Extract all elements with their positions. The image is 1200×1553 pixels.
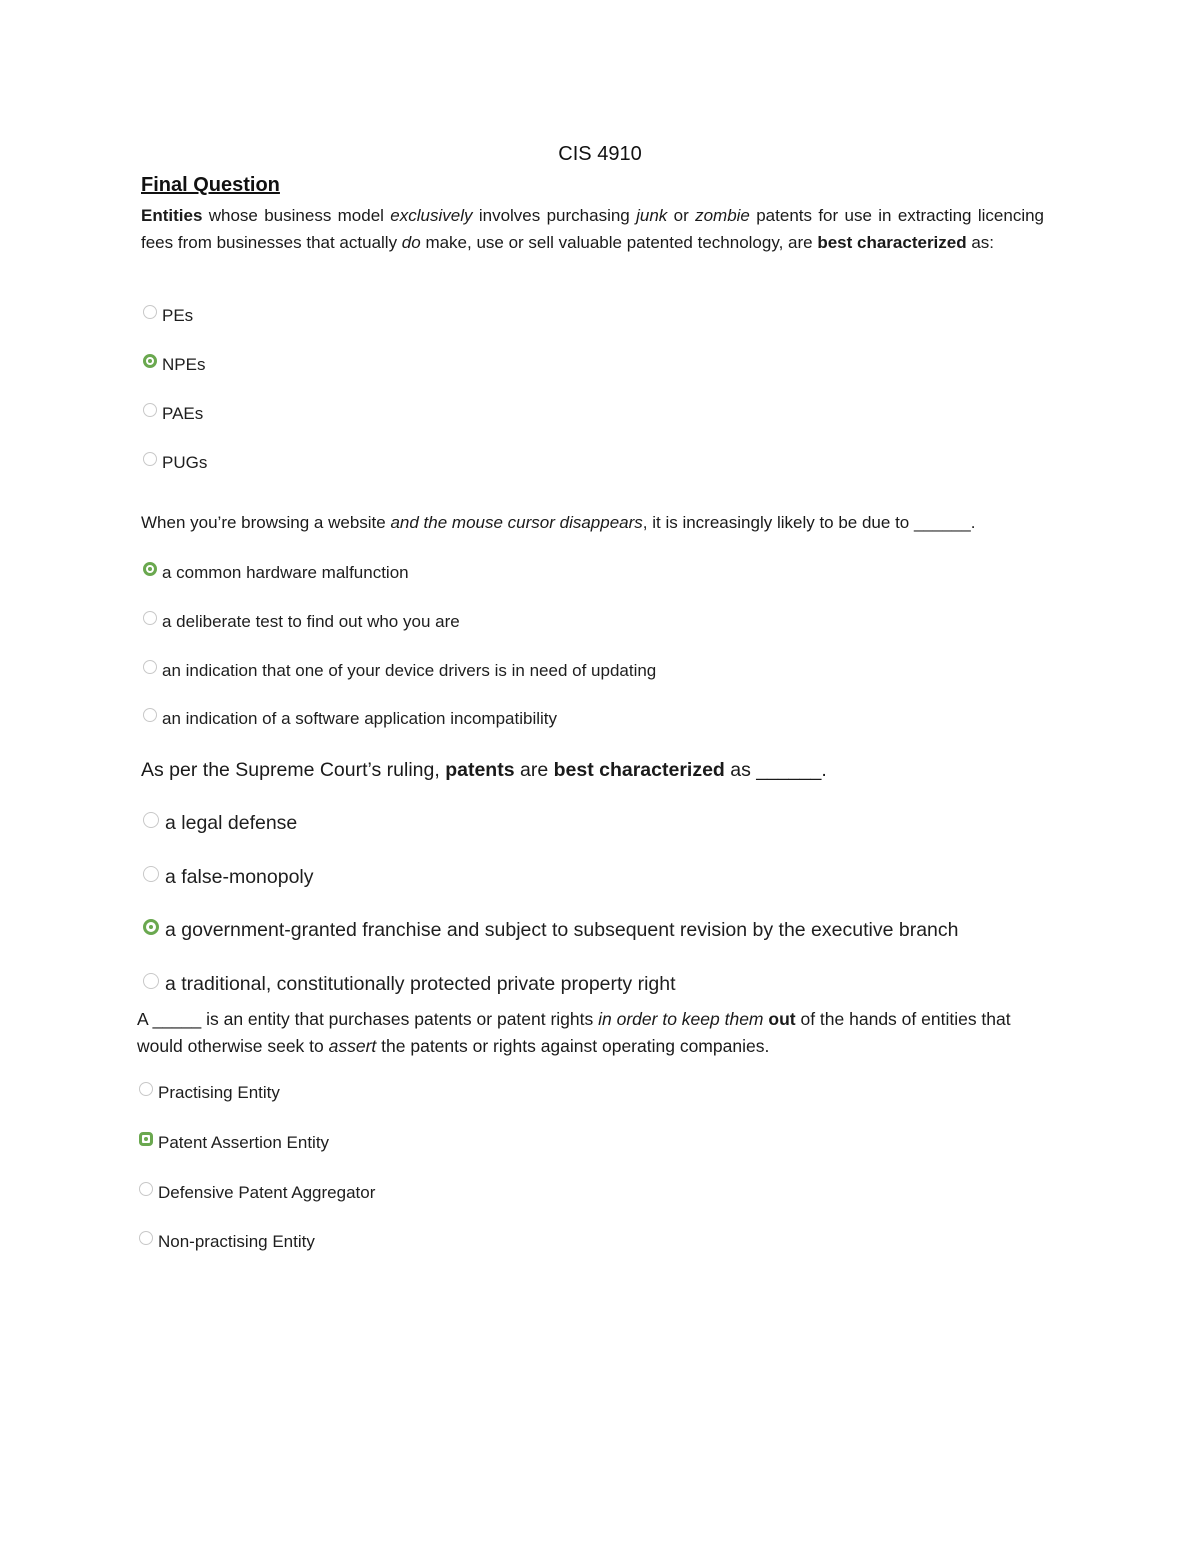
- option-label: Non-practising Entity: [158, 1232, 315, 1251]
- q-part: make, use or sell valuable patented technology, are: [420, 233, 818, 252]
- option-label: a false-monopoly: [165, 866, 314, 888]
- option-label: a traditional, constitutionally protected private property right: [165, 973, 676, 995]
- q-part: Entities: [141, 206, 203, 225]
- option-label: PUGs: [162, 453, 208, 472]
- q2-option-3[interactable]: [143, 661, 656, 681]
- course-title: CIS 4910: [558, 143, 642, 165]
- radio-button-icon[interactable]: [143, 708, 157, 722]
- radio-button-icon[interactable]: [143, 866, 159, 882]
- question-2-text: [141, 513, 975, 533]
- q2-option-1[interactable]: [143, 563, 409, 583]
- radio-button-icon[interactable]: [143, 354, 157, 368]
- q-part: patents for use in extracting licencing fees from businesses that actually: [141, 206, 1045, 252]
- q-part: involves purchasing: [472, 206, 637, 225]
- q-part: , it is increasingly likely to be due to ______.: [642, 513, 976, 532]
- option-label: a government-granted franchise and subject to subsequent revision by the executive branch: [165, 919, 959, 941]
- q4-option-3[interactable]: [139, 1183, 375, 1203]
- q-part: As per the Supreme Court’s ruling,: [141, 759, 446, 781]
- q1-option-4[interactable]: [143, 453, 207, 473]
- q-part: junk: [636, 206, 668, 225]
- option-label: NPEs: [162, 355, 206, 374]
- option-label: Defensive Patent Aggregator: [158, 1183, 376, 1202]
- radio-button-icon[interactable]: [139, 1082, 153, 1096]
- q2-option-2[interactable]: [143, 612, 460, 632]
- radio-button-icon[interactable]: [143, 403, 157, 417]
- section-title: Final Question: [141, 174, 280, 196]
- option-label: a common hardware malfunction: [162, 563, 409, 582]
- q-part: best characterized: [553, 759, 725, 781]
- q3-option-3[interactable]: [143, 919, 958, 942]
- option-label: an indication that one of your device drivers is in need of updating: [162, 661, 657, 680]
- q-part: patents: [445, 759, 515, 781]
- question-4-text: [137, 1006, 1052, 1060]
- radio-button-icon[interactable]: [139, 1231, 153, 1245]
- q-part: or: [667, 206, 696, 225]
- q3-option-1[interactable]: [143, 812, 297, 835]
- q-part: as:: [966, 233, 995, 252]
- q-part: When you’re browsing a website: [141, 513, 391, 532]
- q1-option-1[interactable]: [143, 306, 193, 326]
- q-part: A _____ is an entity that purchases patents or patent rights: [137, 1009, 599, 1029]
- option-label: a deliberate test to find out who you are: [162, 612, 460, 631]
- q-part: assert: [328, 1036, 377, 1056]
- q-part: in order to keep them: [598, 1009, 764, 1029]
- option-label: a legal defense: [165, 812, 298, 834]
- q4-option-2[interactable]: [139, 1133, 329, 1153]
- option-label: PEs: [162, 306, 194, 325]
- q-part: are: [514, 759, 554, 781]
- q-part: the patents or rights against operating companies.: [376, 1036, 770, 1056]
- q4-option-1[interactable]: [139, 1083, 280, 1103]
- question-1-text: [141, 202, 1044, 256]
- q3-option-4[interactable]: [143, 973, 676, 996]
- q2-option-4[interactable]: [143, 709, 557, 729]
- q1-option-3[interactable]: [143, 404, 203, 424]
- option-label: Patent Assertion Entity: [158, 1133, 330, 1152]
- radio-button-icon[interactable]: [143, 611, 157, 625]
- option-label: Practising Entity: [158, 1083, 280, 1102]
- q3-option-2[interactable]: [143, 866, 314, 889]
- radio-button-icon[interactable]: [143, 562, 157, 576]
- q-part: do: [401, 233, 421, 252]
- radio-button-icon[interactable]: [139, 1182, 153, 1196]
- radio-button-icon[interactable]: [143, 660, 157, 674]
- q-part: exclusively: [390, 206, 473, 225]
- radio-button-icon[interactable]: [139, 1132, 153, 1146]
- q-part: best characterized: [817, 233, 967, 252]
- q4-option-4[interactable]: [139, 1232, 315, 1252]
- q-part: zombie: [695, 206, 750, 225]
- option-label: an indication of a software application incompatibility: [162, 709, 558, 728]
- radio-button-icon[interactable]: [143, 812, 159, 828]
- q-part: as ______.: [724, 759, 827, 781]
- q-part: out: [768, 1009, 796, 1029]
- radio-button-icon[interactable]: [143, 973, 159, 989]
- q-part: of the hands of entities that would otherwise seek to: [137, 1009, 1011, 1056]
- q-part: whose business model: [202, 206, 391, 225]
- option-label: PAEs: [162, 404, 204, 423]
- q1-option-2[interactable]: [143, 355, 205, 375]
- q-part: and the mouse cursor disappears: [390, 513, 643, 532]
- radio-button-icon[interactable]: [143, 305, 157, 319]
- radio-button-icon[interactable]: [143, 919, 159, 935]
- question-3-text: [141, 759, 827, 782]
- radio-button-icon[interactable]: [143, 452, 157, 466]
